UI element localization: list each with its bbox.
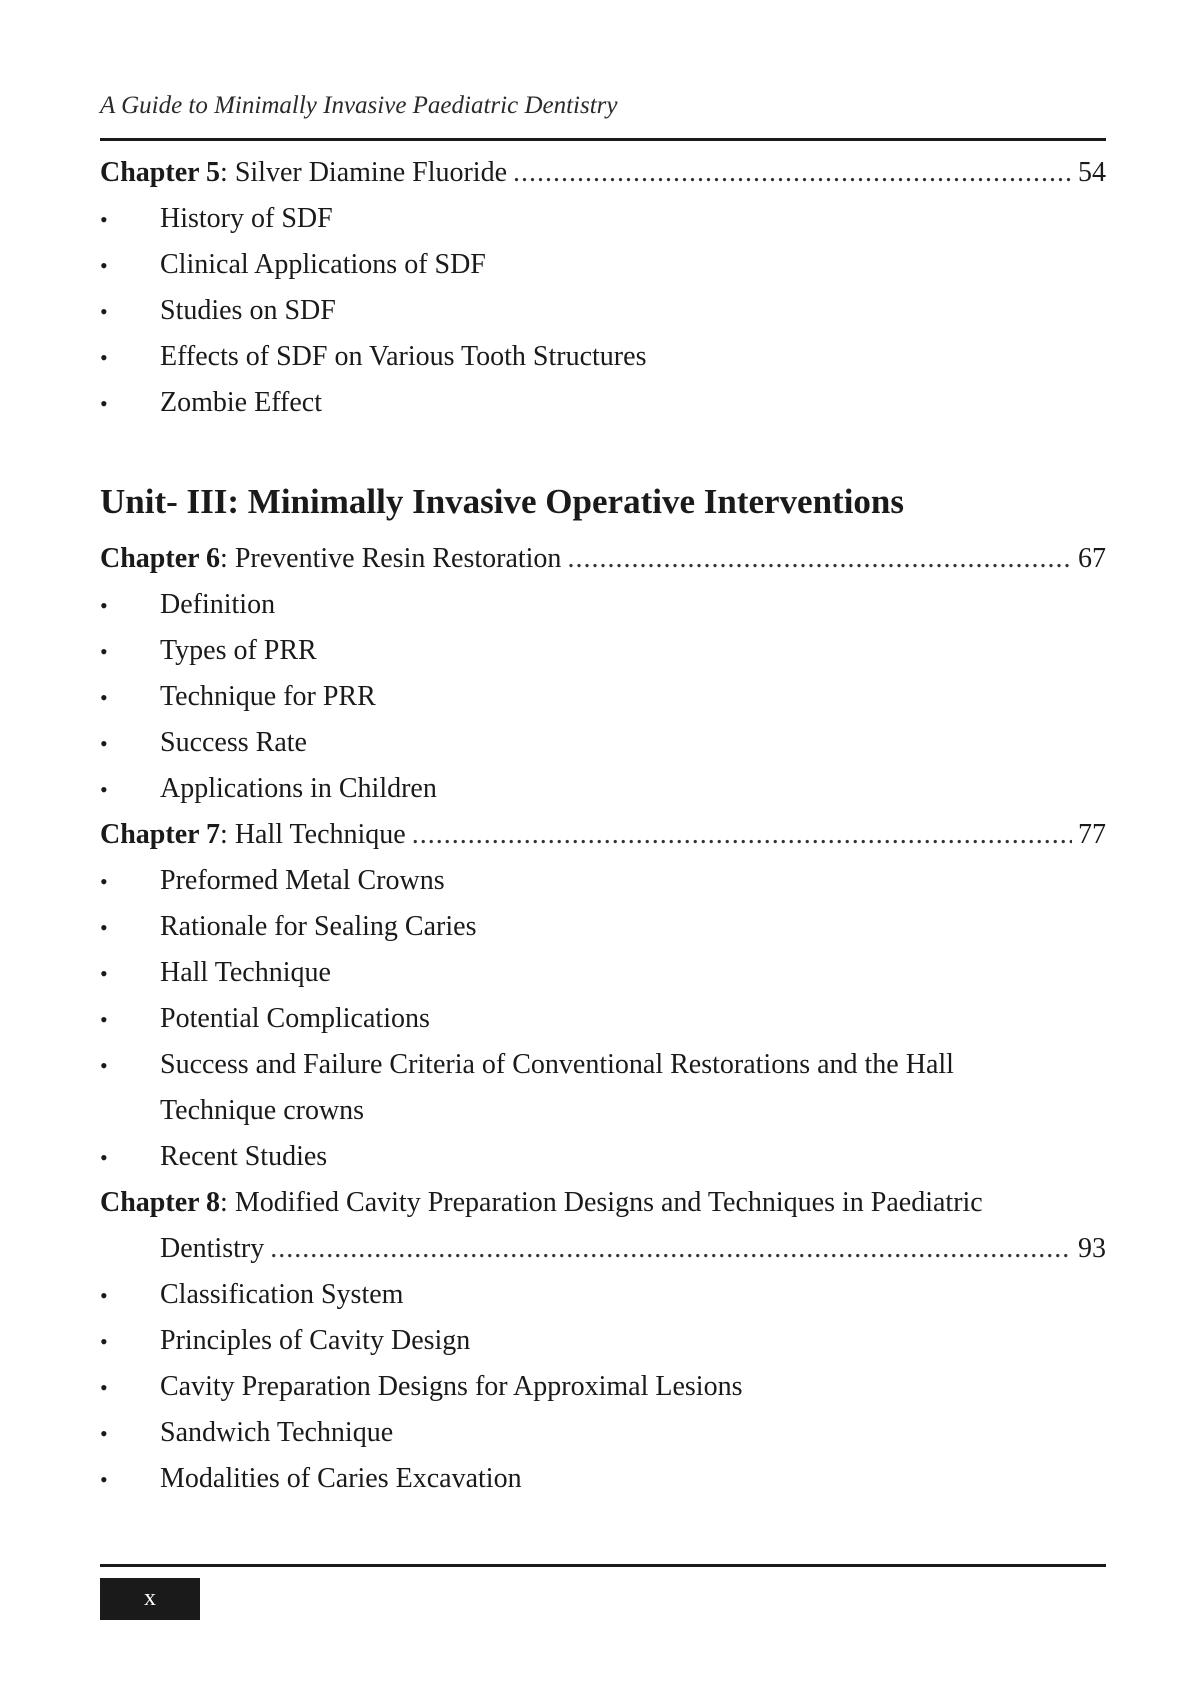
chapter-6-topics — [100, 582, 1106, 812]
page-number: 54 — [1078, 157, 1106, 188]
list-item: • Sandwich Technique — [100, 1410, 1106, 1456]
chapter-title: : Modified Cavity Preparation Designs and Techniques in Paediatric — [220, 1187, 983, 1218]
list-item: • Principles of Cavity Design — [100, 1318, 1106, 1364]
list-item: • Technique for PRR — [100, 674, 1106, 720]
list-item: • Cavity Preparation Designs for Approximal Lesions — [100, 1364, 1106, 1410]
bullet-icon: • — [100, 253, 108, 278]
page-number: 93 — [1078, 1233, 1106, 1264]
bullet-icon: • — [100, 1283, 108, 1308]
dot-leader — [513, 150, 1072, 196]
chapter-title: : Silver Diamine Fluoride — [220, 157, 508, 188]
list-item: • History of SDF — [100, 196, 1106, 242]
list-item: • Types of PRR — [100, 628, 1106, 674]
running-title: A Guide to Minimally Invasive Paediatric Dentistry — [100, 92, 618, 119]
bullet-icon: • — [100, 869, 108, 894]
bullet-icon: • — [100, 207, 108, 232]
chapter-label: Chapter 6 — [100, 543, 221, 574]
list-item: • Modalities of Caries Excavation — [100, 1456, 1106, 1502]
bullet-icon: • — [100, 961, 108, 986]
list-item: • Applications in Children — [100, 766, 1106, 812]
bullet-icon: • — [100, 593, 108, 618]
list-item: • Definition — [100, 582, 1106, 628]
folio-number: x — [144, 1585, 156, 1611]
chapter-label: Chapter 5 — [100, 157, 221, 188]
bullet-icon: • — [100, 1145, 108, 1170]
page-number: 67 — [1078, 543, 1106, 574]
footer-rule — [100, 1564, 1106, 1567]
list-item: • Studies on SDF — [100, 288, 1106, 334]
bullet-icon: • — [100, 685, 108, 710]
dot-leader — [412, 812, 1072, 858]
bullet-icon: • — [100, 777, 108, 802]
chapter-label: Chapter 8 — [100, 1187, 221, 1218]
list-item: • Rationale for Sealing Caries — [100, 904, 1106, 950]
bullet-icon: • — [100, 639, 108, 664]
bullet-icon: • — [100, 1421, 108, 1446]
bullet-icon: • — [100, 391, 108, 416]
list-item: • Potential Complications — [100, 996, 1106, 1042]
chapter-title: : Hall Technique — [220, 819, 406, 850]
bullet-icon: • — [100, 1467, 108, 1492]
chapter-7-entry[interactable] — [100, 812, 1106, 858]
unit-heading: Unit- III: Minimally Invasive Operative Interventions — [100, 482, 905, 521]
table-of-contents — [100, 150, 1106, 1502]
bullet-icon: • — [100, 1329, 108, 1354]
dot-leader — [567, 536, 1072, 582]
page-number: 77 — [1078, 819, 1106, 850]
chapter-8-entry-continued[interactable] — [100, 1226, 1106, 1272]
list-item: • Hall Technique — [100, 950, 1106, 996]
bullet-icon: • — [100, 731, 108, 756]
list-item: • Classification System — [100, 1272, 1106, 1318]
bullet-icon: • — [100, 1007, 108, 1032]
bullet-icon: • — [100, 915, 108, 940]
list-item: • Success Rate — [100, 720, 1106, 766]
bullet-icon: • — [100, 1053, 108, 1078]
chapter-6-entry[interactable] — [100, 536, 1106, 582]
list-item: • Clinical Applications of SDF — [100, 242, 1106, 288]
chapter-label: Chapter 7 — [100, 819, 221, 850]
list-item: • Effects of SDF on Various Tooth Structures — [100, 334, 1106, 380]
page-folio — [100, 1578, 200, 1620]
bullet-icon: • — [100, 345, 108, 370]
chapter-5-topics — [100, 196, 1106, 426]
bullet-icon: • — [100, 299, 108, 324]
chapter-8-topics — [100, 1272, 1106, 1502]
list-item: • Recent Studies — [100, 1134, 1106, 1180]
chapter-title-continued: Dentistry — [160, 1233, 265, 1264]
header-rule — [100, 138, 1106, 141]
chapter-8-entry[interactable] — [100, 1180, 1106, 1226]
dot-leader — [270, 1226, 1072, 1272]
list-item: • Success and Failure Criteria of Conventional Restorations and the Hall Technique crowns — [100, 1042, 1106, 1134]
list-item: • Zombie Effect — [100, 380, 1106, 426]
chapter-5-entry[interactable] — [100, 150, 1106, 196]
bullet-icon: • — [100, 1375, 108, 1400]
list-item: • Preformed Metal Crowns — [100, 858, 1106, 904]
chapter-7-topics — [100, 858, 1106, 1180]
chapter-title: : Preventive Resin Restoration — [220, 543, 562, 574]
